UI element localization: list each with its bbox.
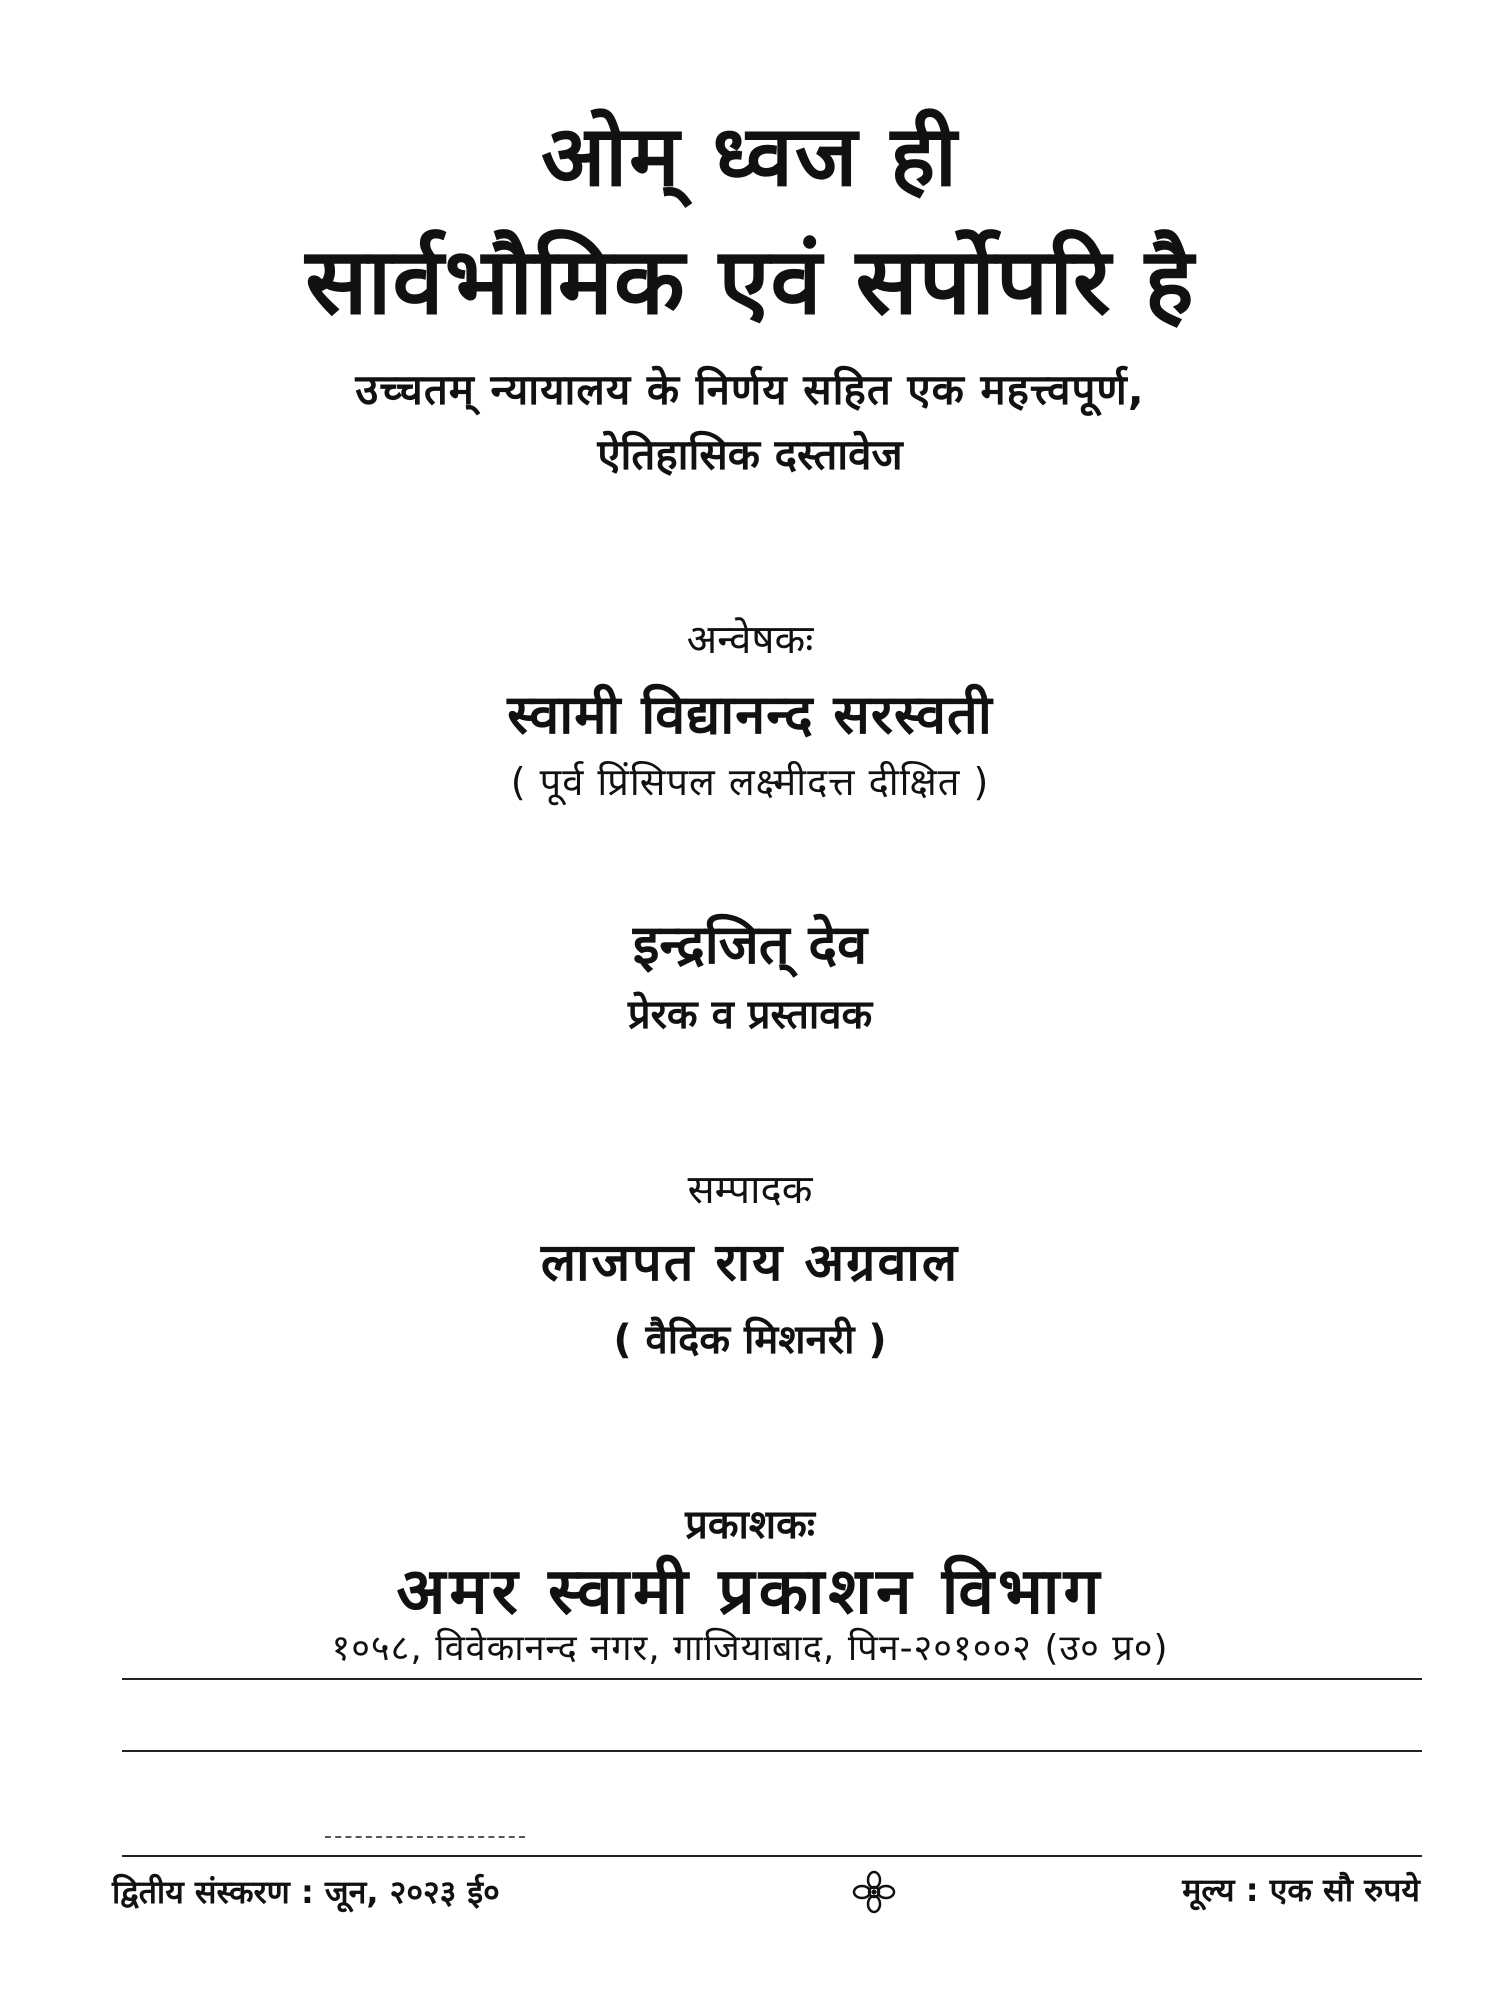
publisher-label: प्रकाशकः: [685, 1502, 815, 1548]
inspirer-role: प्रेरक व प्रस्तावक: [627, 992, 873, 1038]
divider-line: [122, 1750, 1422, 1752]
divider-line: [122, 1678, 1422, 1680]
dashed-mark: [325, 1836, 525, 1838]
book-title-line-1: ओम् ध्वज ही: [541, 107, 959, 205]
editor-label: सम्पादक: [687, 1167, 813, 1213]
publisher-name: अमर स्वामी प्रकाशन विभाग: [396, 1555, 1104, 1629]
explorer-former-name: ( पूर्व प्रिंसिपल लक्ष्मीदत्त दीक्षित ): [510, 760, 990, 804]
price-info: मूल्य : एक सौ रुपये: [1182, 1871, 1420, 1909]
edition-info: द्वितीय संस्करण : जून, २०२३ ई०: [112, 1873, 500, 1911]
flower-ornament-icon: [852, 1870, 896, 1914]
subtitle-line-1: उच्चतम् न्यायालय के निर्णय सहित एक महत्त्वपूर्ण,: [355, 365, 1145, 414]
publisher-address: १०५८, विवेकानन्द नगर, गाजियाबाद, पिन-२०१००२ (उ० प्र०): [331, 1628, 1169, 1669]
editor-name: लाजपत राय अग्रवाल: [540, 1233, 960, 1293]
explorer-label: अन्वेषकः: [686, 617, 814, 663]
editor-role: ( वैदिक मिशनरी ): [613, 1317, 887, 1363]
inspirer-name: इन्द्रजित् देव: [632, 913, 868, 976]
subtitle-line-2: ऐतिहासिक दस्तावेज: [597, 430, 903, 479]
book-title-line-2: सार्वभौमिक एवं सर्पोपरि है: [305, 228, 1195, 335]
explorer-name: स्वामी विद्यानन्द सरस्वती: [507, 683, 993, 746]
divider-line: [122, 1855, 1422, 1857]
